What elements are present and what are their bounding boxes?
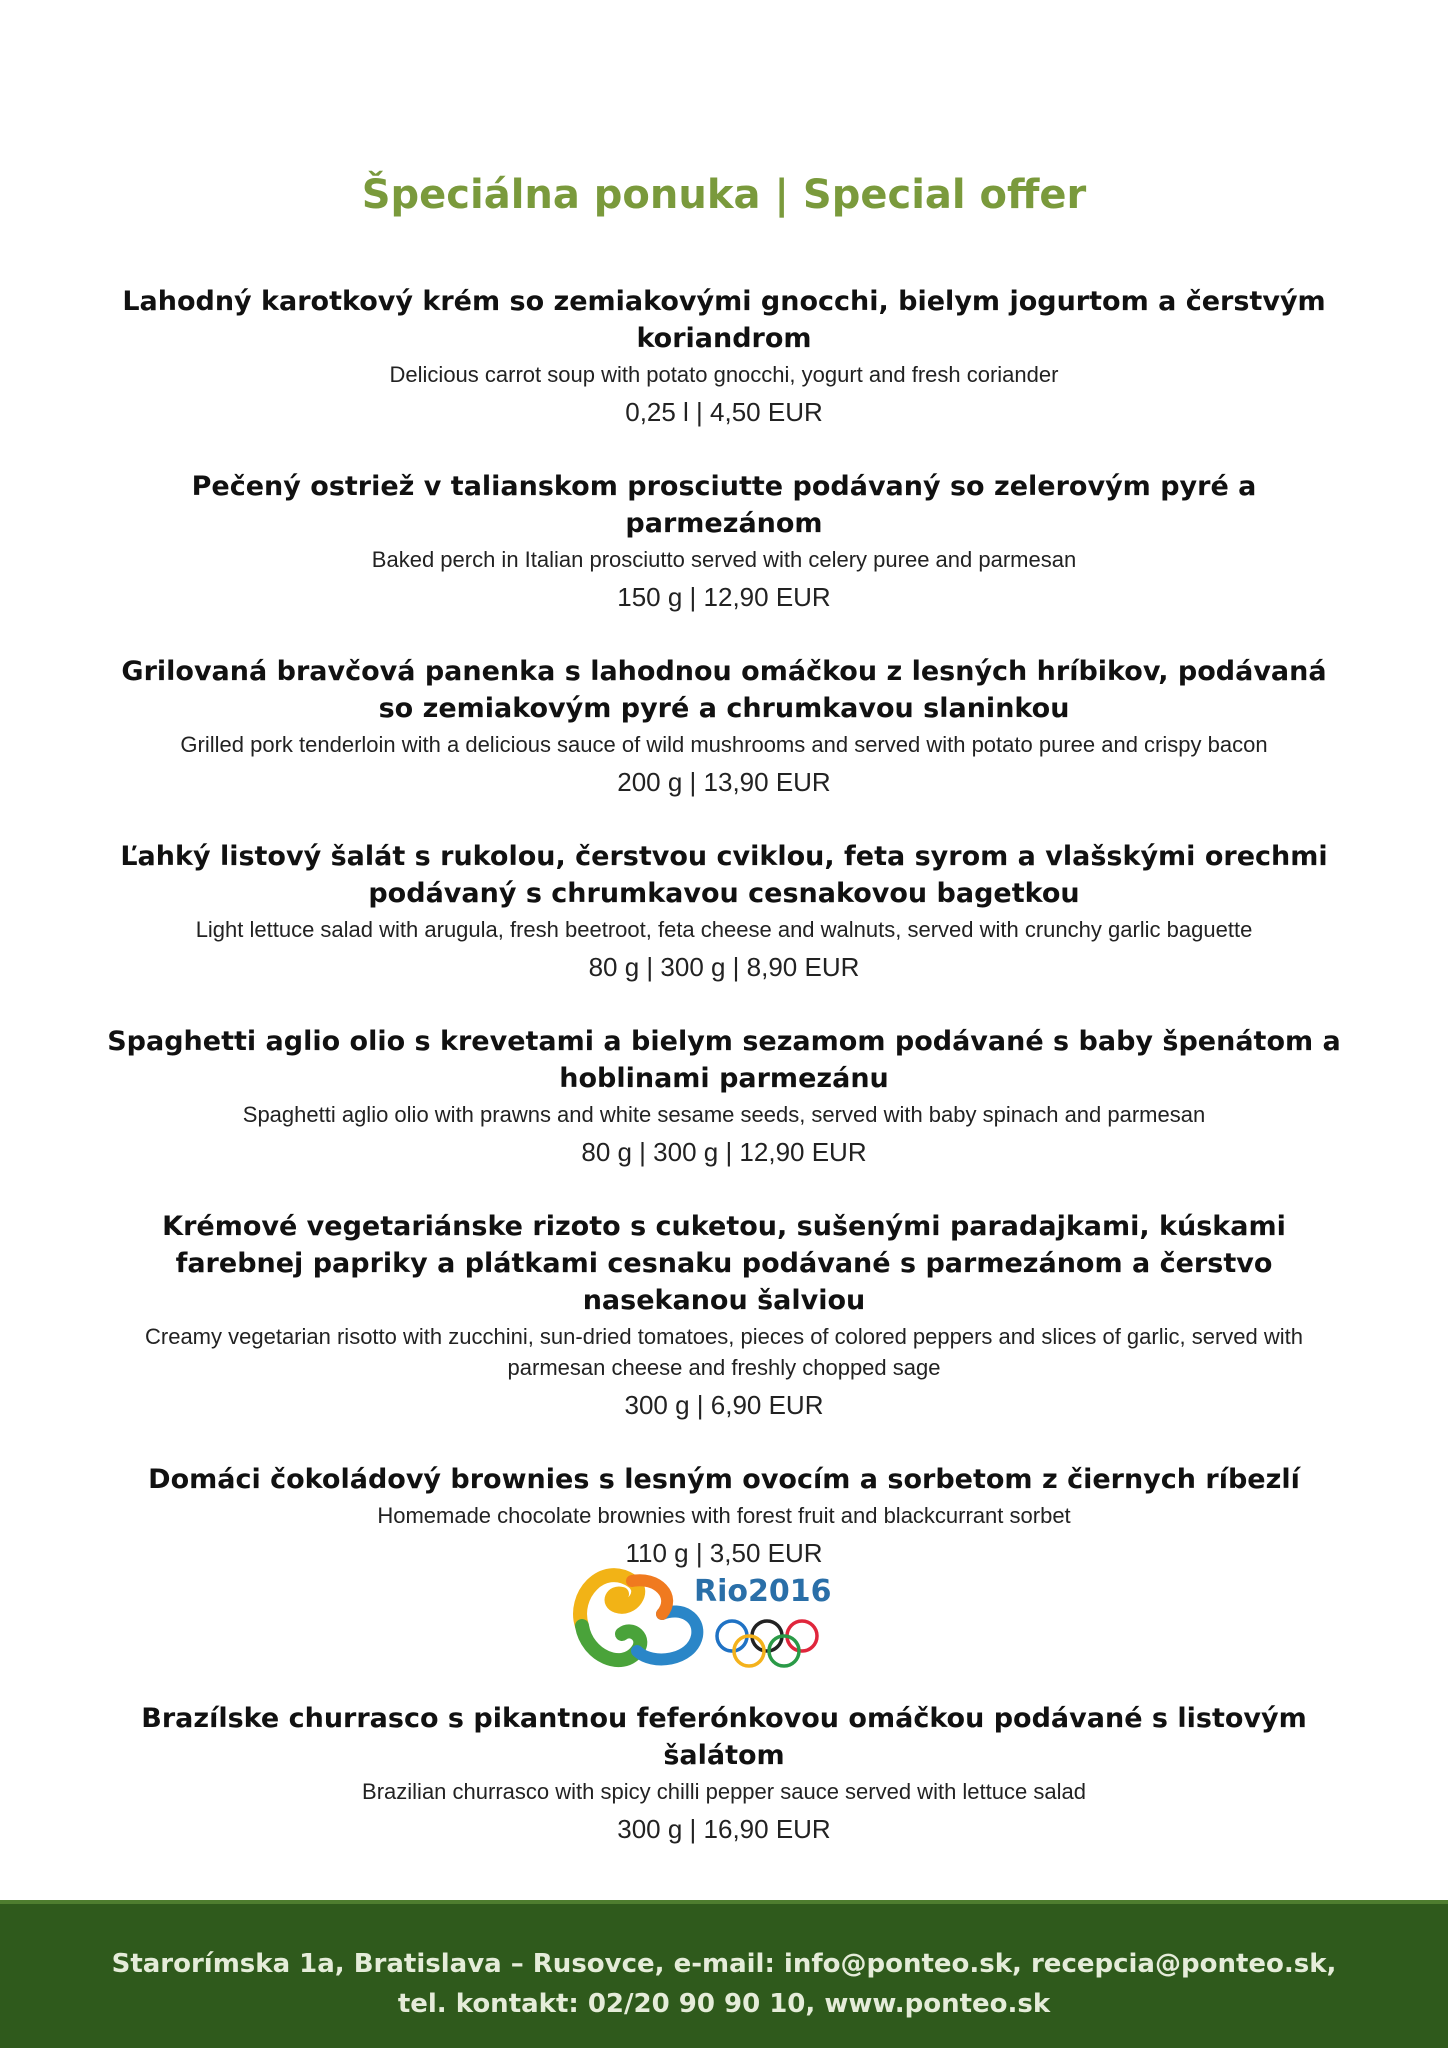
dish-price: 80 g | 300 g | 12,90 EUR bbox=[581, 1137, 867, 1167]
dish-name-en: Spaghetti aglio olio with prawns and white sesame seeds, served with baby spinach and parmesan bbox=[242, 1102, 1206, 1127]
dish-price: 80 g | 300 g | 8,90 EUR bbox=[588, 952, 860, 982]
olympic-rings-icon bbox=[717, 1621, 817, 1666]
dish-name-sk: Domáci čokoládový brownies s lesným ovocím a sorbetom z čiernych ríbezlí bbox=[148, 1464, 1300, 1495]
dish-price: 300 g | 16,90 EUR bbox=[617, 1814, 831, 1844]
menu-item bbox=[100, 283, 1348, 430]
dish-price: 300 g | 6,90 EUR bbox=[624, 1390, 824, 1420]
menu-list bbox=[100, 283, 1348, 1571]
menu-item bbox=[100, 468, 1348, 615]
menu-item bbox=[100, 653, 1348, 800]
dish-name-sk: Lahodný karotkový krém so zemiakovými gnocchi, bielym jogurtom a čerstvým koriandrom bbox=[122, 286, 1326, 354]
footer bbox=[0, 1900, 1448, 2048]
menu-item bbox=[100, 1461, 1348, 1571]
dish-name-en: Light lettuce salad with arugula, fresh beetroot, feta cheese and walnuts, served with crunchy garlic baguette bbox=[195, 917, 1253, 942]
footer-address: Starorímska 1a, Bratislava – Rusovce, e-mail: info@ponteo.sk, recepcia@ponteo.sk, bbox=[111, 1949, 1337, 1979]
emblem-blue-stroke bbox=[637, 1611, 697, 1659]
rio-2016-olympic-logo-icon bbox=[562, 1556, 872, 1676]
dish-name-sk: Krémové vegetariánske rizoto s cuketou, sušenými paradajkami, kúskami farebnej papriky a plátkami cesnaku podávané s parmezánom a čerstvo nasekanou šalviou bbox=[162, 1211, 1286, 1316]
menu-item bbox=[100, 838, 1348, 985]
dish-name-en: Delicious carrot soup with potato gnocchi, yogurt and fresh coriander bbox=[389, 362, 1059, 387]
dish-price: 110 g | 3,50 EUR bbox=[625, 1538, 823, 1568]
dish-name-sk: Brazílske churrasco s pikantnou feferónkovou omáčkou podávané s listovým šalátom bbox=[141, 1703, 1307, 1771]
menu-item bbox=[100, 1023, 1348, 1170]
dish-name-sk: Pečený ostriež v talianskom prosciutte podávaný so zelerovým pyré a parmezánom bbox=[191, 471, 1257, 539]
dish-name-sk: Spaghetti aglio olio s krevetami a bielym sezamom podávané s baby špenátom a hoblinami parmezánu bbox=[107, 1026, 1341, 1094]
logo-wordmark: Rio2016 bbox=[694, 1574, 832, 1609]
dish-name-sk: Grilovaná bravčová panenka s lahodnou omáčkou z lesných hríbikov, podávaná so zemiakovým pyré a chrumkavou slaninkou bbox=[121, 656, 1327, 724]
dish-name-en: Brazilian churrasco with spicy chilli pepper sauce served with lettuce salad bbox=[362, 1779, 1086, 1804]
footer-contact: tel. kontakt: 02/20 90 90 10, www.ponteo.sk bbox=[397, 1989, 1051, 2019]
dish-price: 150 g | 12,90 EUR bbox=[617, 582, 831, 612]
menu-item-special bbox=[100, 1700, 1348, 1847]
dish-price: 0,25 l | 4,50 EUR bbox=[625, 397, 823, 427]
dish-name-en: Grilled pork tenderloin with a delicious sauce of wild mushrooms and served with potato puree and crispy bacon bbox=[180, 732, 1268, 757]
dish-name-en: Creamy vegetarian risotto with zucchini, sun-dried tomatoes, pieces of colored peppers and slices of garlic, served with parmesan cheese and freshly chopped sage bbox=[145, 1324, 1303, 1380]
special-dish bbox=[100, 1700, 1348, 1847]
page-title: Špeciálna ponuka | Special offer bbox=[361, 172, 1087, 218]
dish-price: 200 g | 13,90 EUR bbox=[617, 767, 831, 797]
dish-name-sk: Ľahký listový šalát s rukolou, čerstvou cviklou, feta syrom a vlašskými orechmi podávaný s chrumkavou cesnakovou bagetkou bbox=[120, 841, 1328, 909]
dish-name-en: Homemade chocolate brownies with forest fruit and blackcurrant sorbet bbox=[377, 1503, 1071, 1528]
menu-item bbox=[100, 1208, 1348, 1423]
emblem-green-stroke bbox=[582, 1626, 640, 1660]
dish-name-en: Baked perch in Italian prosciutto served with celery puree and parmesan bbox=[371, 547, 1077, 572]
